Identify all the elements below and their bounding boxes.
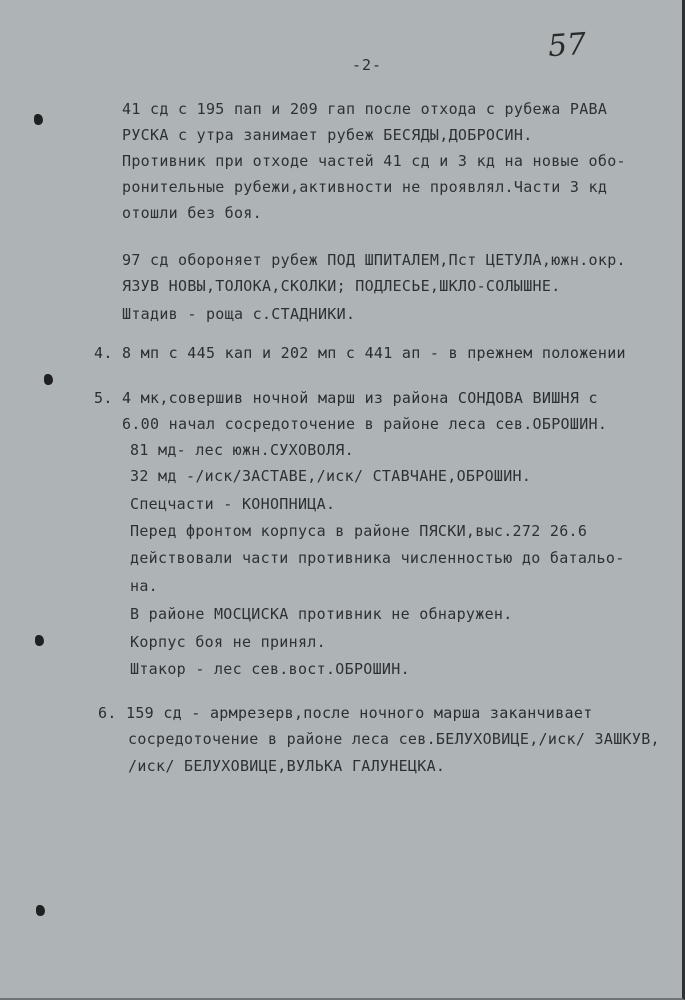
text-line: /иск/ БЕЛУХОВИЦЕ,ВУЛЬКА ГАЛУНЕЦКА. [128,757,446,775]
text-line: действовали части противника численностью до батальо- [130,549,625,567]
text-line: 41 сд с 195 пап и 209 гап после отхода с рубежа РАВА [122,100,608,118]
punch-hole [35,635,44,646]
text-line: ронительные рубежи,активности не проявлял.Части 3 кд [122,178,608,196]
text-line: Корпус боя не принял. [130,633,326,651]
text-line: Спецчасти - КОНОПНИЦА. [130,495,336,513]
numbered-item-4: 4. 8 мп с 445 кап и 202 мп с 441 ап - в прежнем положении [94,344,626,362]
text-line: Штакор - лес сев.вост.ОБРОШИН. [130,660,410,678]
text-line: 81 мд- лес южн.СУХОВОЛЯ. [130,441,354,459]
numbered-item-6: 6. 159 сд - армрезерв,после ночного марша заканчивает [98,704,593,722]
text-line: В районе МОСЦИСКА противник не обнаружен. [130,605,513,623]
text-line: 97 сд обороняет рубеж ПОД ШПИТАЛЕМ,Пст ЦЕТУЛА,южн.окр. [122,251,626,269]
text-line: сосредоточение в районе леса сев.БЕЛУХОВИЦЕ,/иск/ ЗАШКУВ, [128,730,660,748]
text-line: ЯЗУВ НОВЫ,ТОЛОКА,СКОЛКИ; ПОДЛЕСЬЕ,ШКЛО-СОЛЫШНЕ. [122,277,561,295]
folio-number: 57 [546,26,588,65]
text-line: Перед фронтом корпуса в районе ПЯСКИ,выс.272 26.6 [130,522,588,540]
text-line: Противник при отходе частей 41 сд и 3 кд на новые обо- [122,152,626,170]
punch-hole [34,114,43,125]
text-line: 6.00 начал сосредоточение в районе леса сев.ОБРОШИН. [122,415,608,433]
punch-hole [36,905,45,916]
text-line: Штадив - роща с.СТАДНИКИ. [122,305,356,323]
numbered-item-5: 5. 4 мк,совершив ночной марш из района СОНДОВА ВИШНЯ с [94,389,598,407]
punch-hole [44,374,53,385]
page-number: -2- [352,56,383,74]
text-line: РУСКА с утра занимает рубеж БЕСЯДЫ,ДОБРОСИН. [122,126,533,144]
text-line: на. [130,577,158,595]
text-line: отошли без боя. [122,204,262,222]
text-line: 32 мд -/иск/ЗАСТАВЕ,/иск/ СТАВЧАНЕ,ОБРОШИН. [130,467,532,485]
